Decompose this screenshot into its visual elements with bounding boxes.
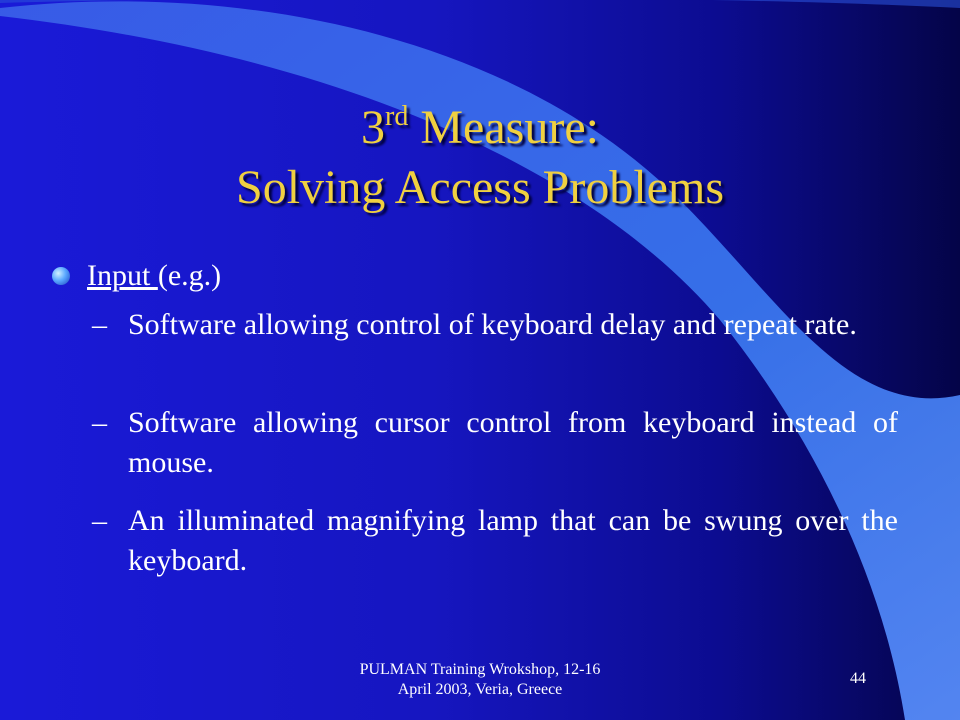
bullet-suffix: (e.g.)	[157, 259, 222, 292]
title-line-1-rest: Measure:	[408, 101, 599, 154]
subitem-dash: –	[92, 308, 107, 341]
footer-line-2: April 2003, Veria, Greece	[397, 681, 563, 698]
subitem-dash: –	[92, 504, 107, 537]
bullet-text	[87, 258, 221, 294]
slide-footer	[330, 660, 630, 700]
page-number: 44	[850, 670, 866, 687]
title-number: 3	[361, 101, 386, 154]
subitem-1	[92, 305, 912, 385]
subitem-text: An illuminated magnifying lamp that can be swung over the keyboard.	[128, 504, 898, 577]
bullet-label: Input	[87, 259, 158, 292]
subitem-text: Software allowing control of keyboard delay and repeat rate.	[128, 308, 857, 341]
subitem-2	[92, 403, 912, 483]
subitem-3	[92, 501, 912, 581]
subitem-dash: –	[92, 406, 107, 439]
title-line-2: Solving Access Problems	[236, 161, 724, 214]
title-ordinal: rd	[385, 101, 409, 132]
title-line-1	[0, 98, 960, 158]
subitem-text: Software allowing cursor control from keyboard instead of mouse.	[128, 406, 898, 479]
bullet-dot-icon	[52, 267, 70, 285]
slide-title	[0, 98, 960, 218]
footer-line-1: PULMAN Training Wrokshop, 12-16	[359, 661, 601, 678]
